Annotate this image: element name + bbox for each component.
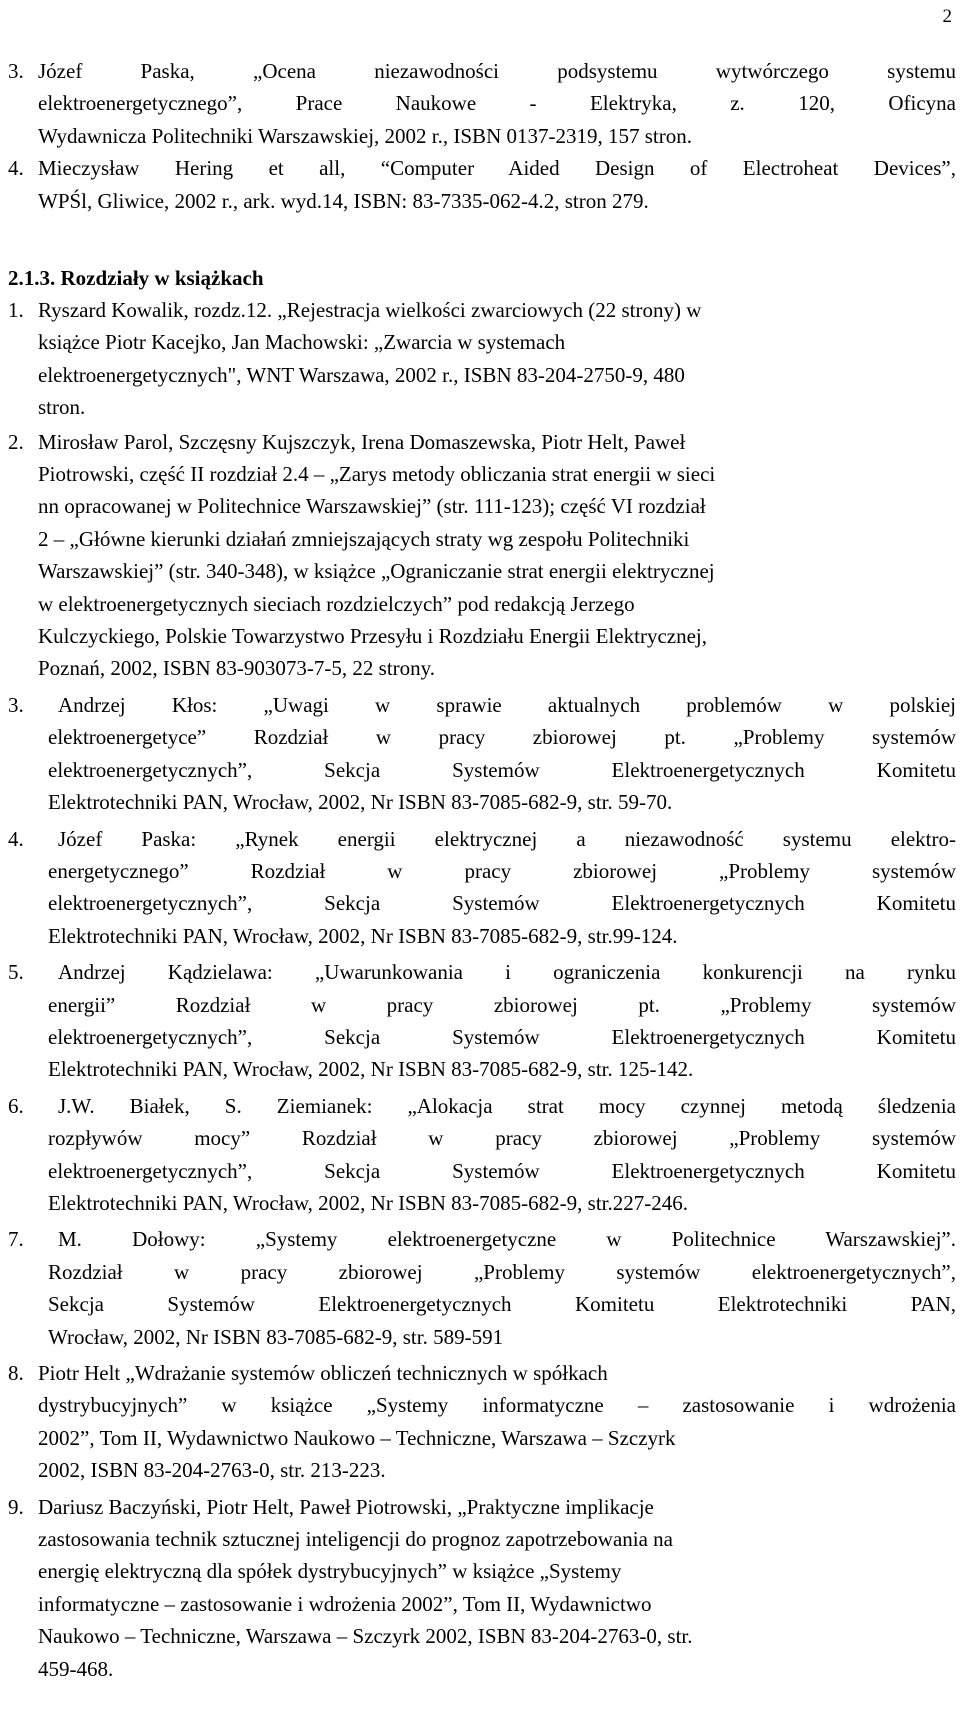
book-chapters-list [8,294,956,1685]
chapter-item-line: Elektrotechniki PAN, Wrocław, 2002, Nr ISBN 83-7085-682-9, str. 125-142. [48,1057,694,1082]
chapter-item-line: 459-468. [38,1656,114,1681]
chapter-item-number: 3. [8,692,24,717]
chapter-item-line: elektroenergetyce” Rozdział w pracy zbiorowej pt. „Problemy systemów [48,725,956,750]
chapter-item-line: Piotr Helt „Wdrażanie systemów obliczeń technicznych w spółkach [38,1361,608,1385]
chapter-item [8,1357,956,1487]
chapter-item-number: 5. [8,960,24,985]
chapter-item-line: stron. [38,395,86,420]
publication-item-line: Józef Paska, „Ocena niezawodności podsystemu wytwórczego systemu [38,59,956,83]
chapter-item-line: energetycznego” Rozdział w pracy zbiorowej „Problemy systemów [48,858,956,883]
chapter-item-text [38,426,956,685]
chapter-item [8,823,956,953]
section-heading: 2.1.3. Rozdziały w książkach [8,266,264,290]
chapter-item [8,294,956,424]
publication-item-number: 4. [8,156,24,181]
chapter-item-number: 1. [8,298,24,322]
chapter-item-line: Ryszard Kowalik, rozdz.12. „Rejestracja wielkości zwarciowych (22 strony) w [38,298,702,322]
chapter-item [8,426,956,685]
chapter-item-line: 2 – „Główne kierunki działań zmniejszających straty wg zespołu Politechniki [38,526,690,551]
chapter-item-text [48,956,956,1086]
chapter-item-text [38,1357,956,1487]
chapter-item-number: 4. [8,826,24,851]
chapter-item-line: elektroenergetycznych”, Sekcja Systemów Elektroenergetycznych Komitetu [48,1158,956,1183]
publication-item-text [38,152,956,217]
chapter-item-number: 9. [8,1494,24,1519]
chapter-item-line: energii” Rozdział w pracy zbiorowej pt. „Problemy systemów [48,992,956,1017]
chapter-item-line: w elektroenergetycznych sieciach rozdzielczych” pod redakcją Jerzego [38,591,635,616]
chapter-item [8,1090,956,1220]
chapter-item-line: energię elektryczną dla spółek dystrybucyjnych” w książce „Systemy [38,1559,622,1584]
chapter-item-text [48,689,956,819]
chapter-item-line: M. Dołowy: „Systemy elektroenergetyczne w Politechnice Warszawskiej”. [58,1227,956,1252]
chapter-item-line: nn opracowanej w Politechnice Warszawskiej” (str. 111-123); część VI rozdział [38,494,706,519]
chapter-item-line: J.W. Białek, S. Ziemianek: „Alokacja strat mocy czynnej metodą śledzenia [58,1093,956,1118]
chapter-item [8,956,956,1086]
chapter-item-line: elektroenergetycznych”, Sekcja Systemów Elektroenergetycznych Komitetu [48,1024,956,1049]
chapter-item-line: Mirosław Parol, Szczęsny Kujszczyk, Irena Domaszewska, Piotr Helt, Paweł [38,429,686,454]
chapter-item-line: elektroenergetycznych”, Sekcja Systemów Elektroenergetycznych Komitetu [48,891,956,916]
publication-item-line: elektroenergetycznego”, Prace Naukowe - Elektryka, z. 120, Oficyna [38,91,956,116]
chapter-item-line: Elektrotechniki PAN, Wrocław, 2002, Nr ISBN 83-7085-682-9, str.227-246. [48,1190,688,1215]
publication-item-text [38,55,956,152]
chapter-item-line: Wrocław, 2002, Nr ISBN 83-7085-682-9, str. 589-591 [48,1324,504,1349]
chapter-item [8,689,956,819]
chapter-item-line: rozpływów mocy” Rozdział w pracy zbiorowej „Problemy systemów [48,1126,956,1151]
chapter-item-line: zastosowania technik sztucznej inteligencji do prognoz zapotrzebowania na [38,1527,674,1552]
previous-publication-list [8,55,956,217]
chapter-item-number: 7. [8,1227,24,1252]
chapter-item-line: 2002, ISBN 83-204-2763-0, str. 213-223. [38,1458,386,1483]
chapter-item-line: dystrybucyjnych” w książce „Systemy informatyczne – zastosowanie i wdrożenia [38,1393,956,1418]
chapter-item-line: Warszawskiej” (str. 340-348), w książce „Ograniczanie strat energii elektrycznej [38,559,715,584]
chapter-item-line: Andrzej Kądzielawa: „Uwarunkowania i ograniczenia konkurencji na rynku [58,960,956,985]
publication-item-line: Wydawnicza Politechniki Warszawskiej, 2002 r., ISBN 0137-2319, 157 stron. [38,123,692,148]
chapter-item-line: Elektrotechniki PAN, Wrocław, 2002, Nr ISBN 83-7085-682-9, str.99-124. [48,923,678,948]
chapter-item-number: 8. [8,1361,24,1385]
chapter-item-line: Sekcja Systemów Elektroenergetycznych Komitetu Elektrotechniki PAN, [48,1292,956,1317]
chapter-item-line: Dariusz Baczyński, Piotr Helt, Paweł Piotrowski, „Praktyczne implikacje [38,1494,654,1519]
chapter-item-text [48,1090,956,1220]
chapter-item-text [48,823,956,953]
chapter-item-number: 2. [8,429,24,454]
chapter-item-line: Andrzej Kłos: „Uwagi w sprawie aktualnych problemów w polskiej [58,692,956,717]
chapter-item-text [38,1491,956,1685]
publication-item [8,55,956,152]
chapter-item-line: Naukowo – Techniczne, Warszawa – Szczyrk 2002, ISBN 83-204-2763-0, str. [38,1624,693,1649]
chapter-item-line: Kulczyckiego, Polskie Towarzystwo Przesyłu i Rozdziału Energii Elektrycznej, [38,624,707,649]
publication-item [8,152,956,217]
chapter-item-line: Elektrotechniki PAN, Wrocław, 2002, Nr ISBN 83-7085-682-9, str. 59-70. [48,790,673,815]
publication-item-line: WPŚl, Gliwice, 2002 r., ark. wyd.14, ISBN: 83-7335-062-4.2, stron 279. [38,188,649,213]
chapter-item-text [38,294,956,424]
chapter-item-number: 6. [8,1093,24,1118]
chapter-item-text [48,1223,956,1353]
chapter-item [8,1491,956,1685]
chapter-item-line: elektroenergetycznych", WNT Warszawa, 2002 r., ISBN 83-204-2750-9, 480 [38,362,685,387]
chapter-item-line: książce Piotr Kacejko, Jan Machowski: „Zwarcia w systemach [38,330,566,355]
chapter-item [8,1223,956,1353]
page-number: 2 [942,6,952,27]
chapter-item-line: elektroenergetycznych”, Sekcja Systemów Elektroenergetycznych Komitetu [48,757,956,782]
chapter-item-line: Rozdział w pracy zbiorowej „Problemy systemów elektroenergetycznych”, [48,1259,956,1284]
chapter-item-line: Piotrowski, część II rozdział 2.4 – „Zarys metody obliczania strat energii w sieci [38,462,716,487]
chapter-item-line: 2002”, Tom II, Wydawnictwo Naukowo – Techniczne, Warszawa – Szczyrk [38,1425,676,1450]
publication-item-line: Mieczysław Hering et all, “Computer Aided Design of Electroheat Devices”, [38,156,956,181]
chapter-item-line: Józef Paska: „Rynek energii elektrycznej a niezawodność systemu elektro- [58,826,956,851]
chapter-item-line: Poznań, 2002, ISBN 83-903073-7-5, 22 strony. [38,656,436,681]
publication-item-number: 3. [8,59,24,83]
chapter-item-line: informatyczne – zastosowanie i wdrożenia 2002”, Tom II, Wydawnictwo [38,1591,652,1616]
